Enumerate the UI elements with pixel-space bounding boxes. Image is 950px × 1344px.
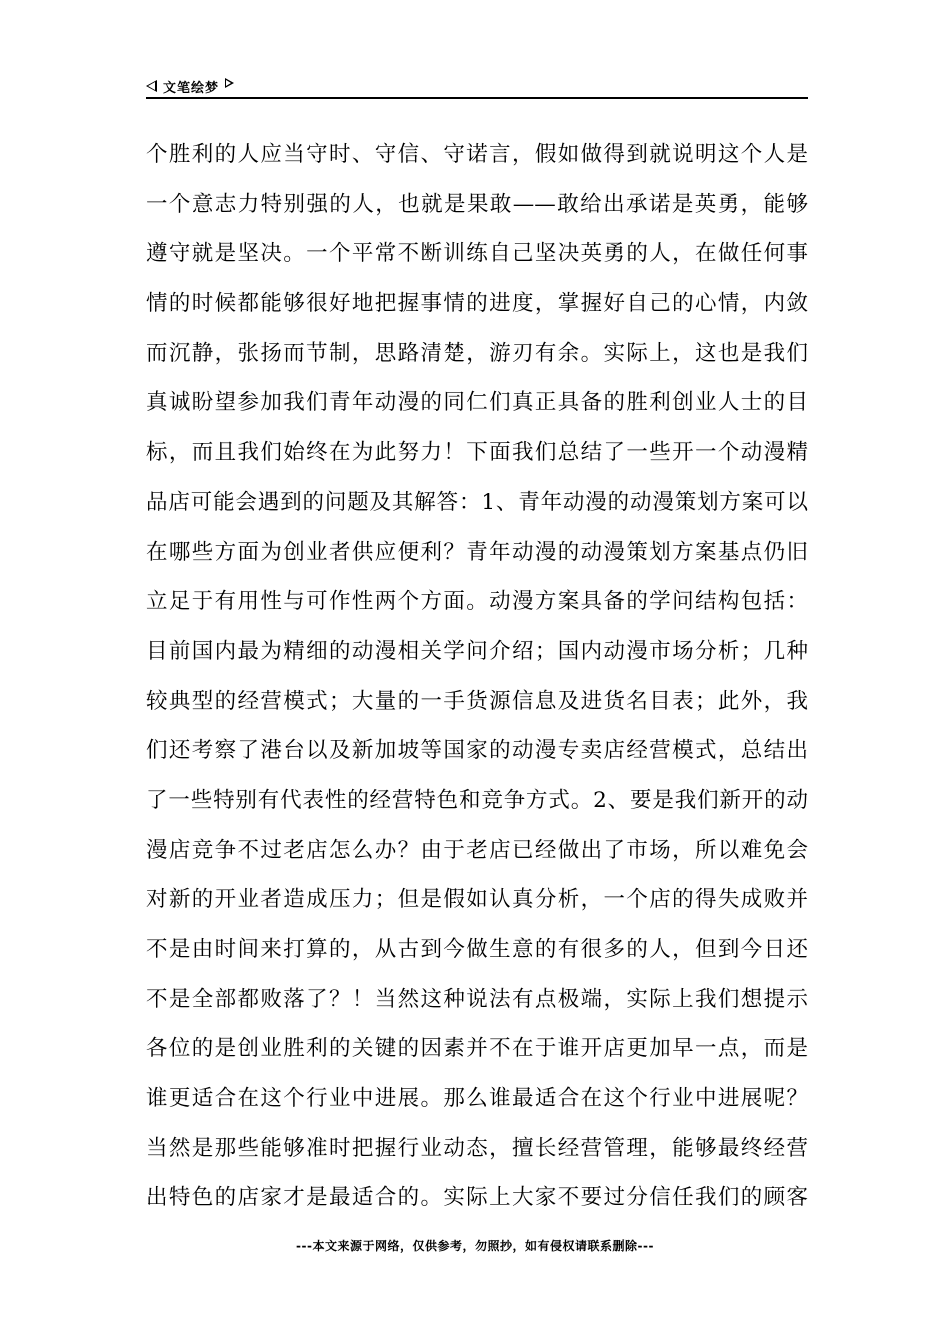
- body-line: 真诚盼望参加我们青年动漫的同仁们真正具备的胜利创业人士的目: [146, 390, 808, 416]
- body-line: 标，而且我们始终在为此努力！下面我们总结了一些开一个动漫精: [146, 440, 808, 466]
- page-footer-disclaimer: ---本文来源于网络，仅供参考，勿照抄，如有侵权请联系删除---: [296, 1239, 654, 1253]
- body-line: 各位的是创业胜利的关键的因素并不在于谁开店更加早一点，而是: [146, 1036, 808, 1062]
- body-line: 谁更适合在这个行业中进展。那么谁最适合在这个行业中进展呢？: [146, 1086, 808, 1112]
- body-line: 遵守就是坚决。一个平常不断训练自己坚决英勇的人，在做任何事: [146, 241, 808, 267]
- body-line: 目前国内最为精细的动漫相关学问介绍；国内动漫市场分析；几种: [146, 638, 808, 664]
- body-line: 立足于有用性与可作性两个方面。动漫方案具备的学问结构包括：: [146, 589, 808, 615]
- header-brand: 文笔绘梦: [163, 80, 220, 96]
- body-line: 了一些特别有代表性的经营特色和竞争方式。2、要是我们新开的动: [146, 787, 808, 813]
- body-line: 而沉静，张扬而节制，思路清楚，游刃有余。实际上，这也是我们: [146, 340, 808, 366]
- body-line: 在哪些方面为创业者供应便利？青年动漫的动漫策划方案基点仍旧: [146, 539, 808, 565]
- body-line: 情的时候都能够很好地把握事情的进度，掌握好自己的心情，内敛: [146, 291, 808, 317]
- body-line: 们还考察了港台以及新加坡等国家的动漫专卖店经营模式，总结出: [146, 738, 808, 764]
- document-body: [146, 130, 808, 1223]
- header-divider: [146, 97, 808, 99]
- page-header: [146, 74, 808, 98]
- body-line: 当然是那些能够准时把握行业动态，擅长经营管理，能够最终经营: [146, 1135, 808, 1161]
- body-line: 出特色的店家才是最适合的。实际上大家不要过分信任我们的顾客: [146, 1185, 808, 1211]
- body-line: 漫店竞争不过老店怎么办？由于老店已经做出了市场，所以难免会: [146, 837, 808, 863]
- body-line: 不是全部都败落了？！当然这种说法有点极端，实际上我们想提示: [146, 986, 808, 1012]
- body-line: 个胜利的人应当守时、守信、守诺言，假如做得到就说明这个人是: [146, 142, 808, 167]
- triangle-right-outline-icon: [225, 78, 234, 88]
- body-line: 品店可能会遇到的问题及其解答：1、青年动漫的动漫策划方案可以: [146, 489, 808, 515]
- body-line: 不是由时间来打算的，从古到今做生意的有很多的人，但到今日还: [146, 937, 808, 962]
- body-line: 一个意志力特别强的人，也就是果敢——敢给出承诺是英勇，能够: [146, 191, 808, 217]
- body-line: 对新的开业者造成压力；但是假如认真分析，一个店的得失成败并: [146, 887, 808, 913]
- body-line: 较典型的经营模式；大量的一手货源信息及进货名目表；此外，我: [146, 688, 808, 714]
- triangle-left-outline-icon: [146, 80, 157, 92]
